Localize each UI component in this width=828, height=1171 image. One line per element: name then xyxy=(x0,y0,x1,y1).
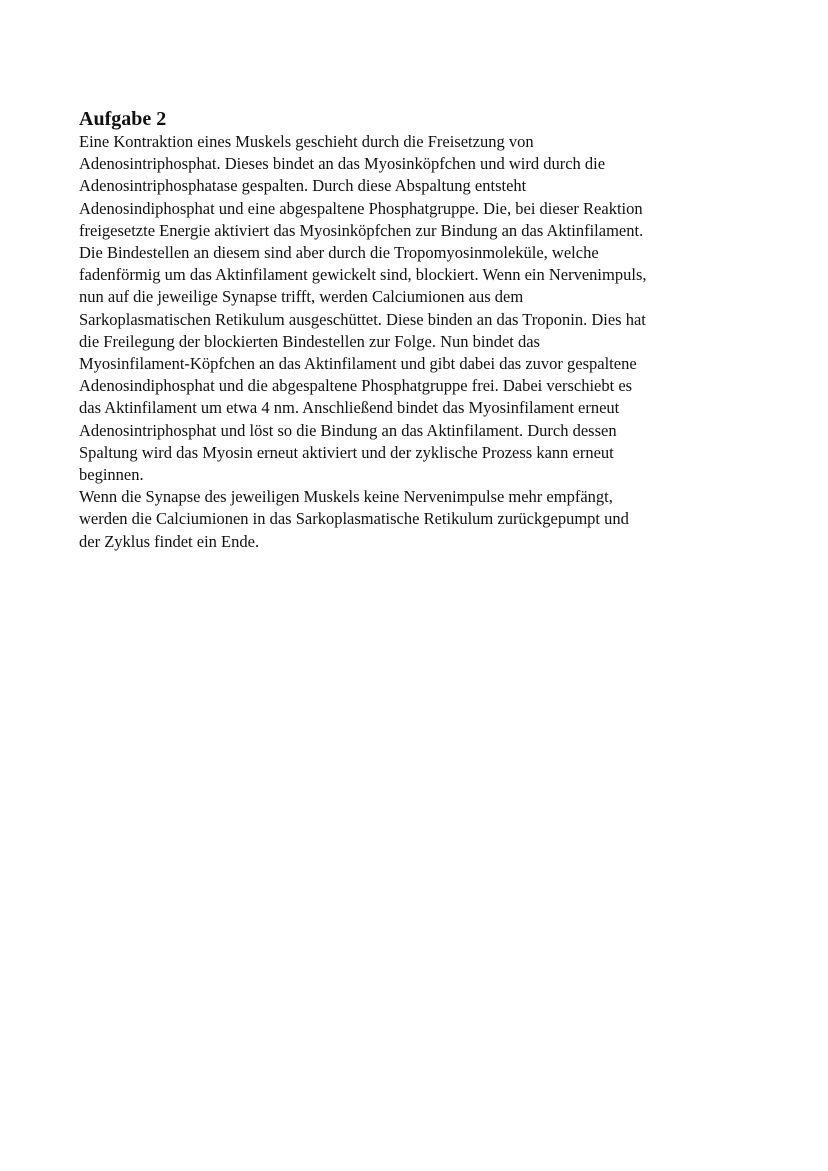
text-line-5: freigesetzte Energie aktiviert das Myosinköpfchen zur Bindung an das Aktinfilament. xyxy=(79,220,644,240)
text-line-12: Adenosindiphosphat und die abgespaltene Phosphatgruppe frei. Dabei verschiebt es xyxy=(79,376,633,396)
text-line-14: Adenosintriphosphat und löst so die Bindung an das Aktinfilament. Durch dessen xyxy=(79,420,617,440)
text-line-4: Adenosindiphosphat und eine abgespaltene Phosphatgruppe. Die, bei dieser Reaktion xyxy=(79,198,643,218)
text-line-13: das Aktinfilament um etwa 4 nm. Anschließend bindet das Myosinfilament erneut xyxy=(79,398,620,418)
text-line-8: nun auf die jeweilige Synapse trifft, werden Calciumionen aus dem xyxy=(79,287,524,307)
text-line-1: Eine Kontraktion eines Muskels geschieht durch die Freisetzung von xyxy=(79,132,534,151)
text-line-2: Adenosintriphosphat. Dieses bindet an das Myosinköpfchen und wird durch die xyxy=(79,154,606,174)
text-line-17: Wenn die Synapse des jeweiligen Muskels keine Nervenimpulse mehr empfängt, xyxy=(79,487,613,507)
text-line-19: der Zyklus findet ein Ende. xyxy=(79,531,260,551)
text-line-6: Die Bindestellen an diesem sind aber durch die Tropomyosinmoleküle, welche xyxy=(79,243,599,263)
text-line-3: Adenosintriphosphatase gespalten. Durch diese Abspaltung entsteht xyxy=(79,176,527,196)
text-line-7: fadenförmig um das Aktinfilament gewickelt sind, blockiert. Wenn ein Nervenimpuls, xyxy=(79,265,647,285)
text-line-9: Sarkoplasmatischen Retikulum ausgeschüttet. Diese binden an das Troponin. Dies hat xyxy=(79,309,646,329)
text-line-10: die Freilegung der blockierten Bindestellen zur Folge. Nun bindet das xyxy=(79,331,540,351)
document-body xyxy=(79,107,759,553)
text-line-11: Myosinfilament-Köpfchen an das Aktinfilament und gibt dabei das zuvor gespaltene xyxy=(79,354,637,374)
text-line-15: Spaltung wird das Myosin erneut aktiviert und der zyklische Prozess kann erneut xyxy=(79,442,614,462)
page-title: Aufgabe 2 xyxy=(79,108,167,130)
text-line-16: beginnen. xyxy=(79,465,144,485)
text-line-18: werden die Calciumionen in das Sarkoplasmatische Retikulum zurückgepumpt und xyxy=(79,509,629,529)
